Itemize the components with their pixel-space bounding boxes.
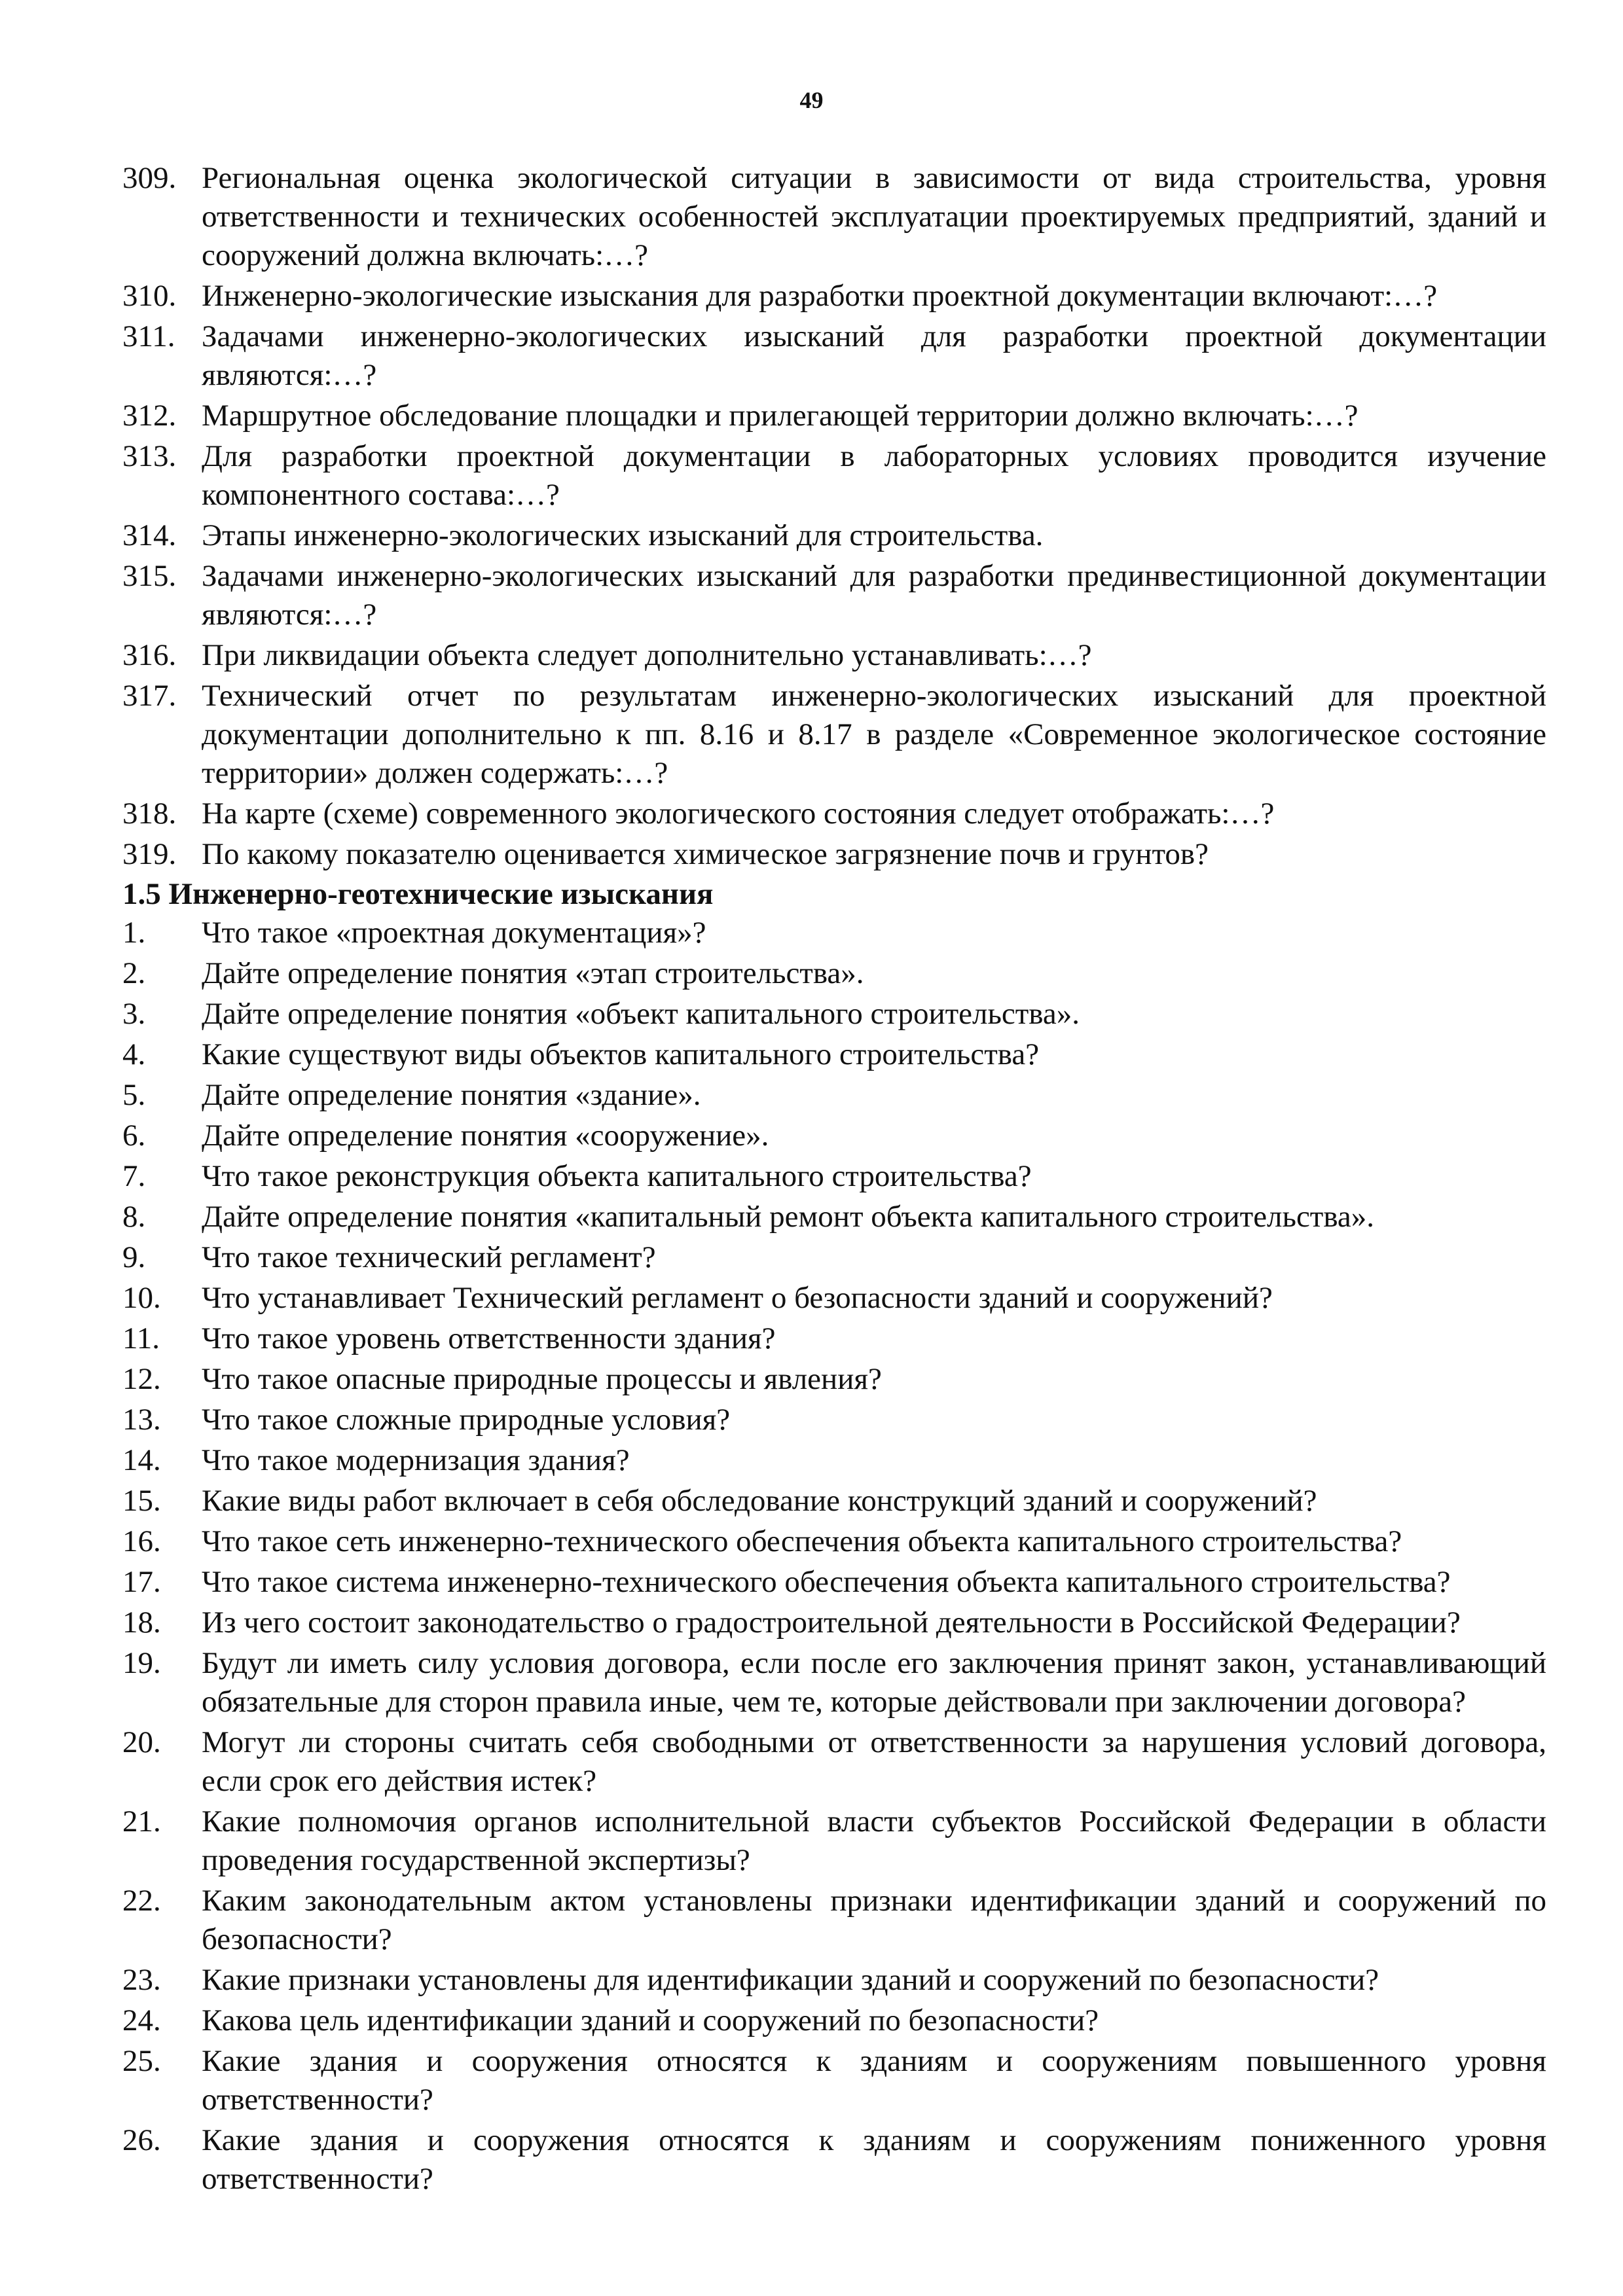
question-number: 1. — [122, 916, 146, 950]
question-item — [122, 1441, 1546, 1480]
section-heading: 1.5 Инженерно-геотехнические изыскания — [122, 877, 714, 911]
question-number: 14. — [122, 1443, 161, 1477]
question-item — [122, 1198, 1546, 1236]
question-item — [122, 277, 1546, 315]
question-text: Какова цель идентификации зданий и сооружений по безопасности? — [202, 2003, 1099, 2037]
question-item — [122, 2042, 1546, 2119]
question-list — [122, 159, 1546, 2198]
question-text: Какие существуют виды объектов капитального строительства? — [202, 1037, 1040, 1071]
question-text: Что такое опасные природные процессы и явления? — [202, 1362, 882, 1396]
question-item — [122, 1803, 1546, 1880]
question-number: 17. — [122, 1565, 161, 1599]
question-number: 4. — [122, 1037, 146, 1071]
question-text: Что такое сеть инженерно-технического обеспечения объекта капитального строительства? — [202, 1524, 1402, 1558]
question-list-top — [122, 159, 1546, 874]
question-text: Что такое сложные природные условия? — [202, 1403, 731, 1437]
question-number: 309. — [122, 161, 177, 195]
question-number: 15. — [122, 1484, 161, 1518]
question-item — [122, 835, 1546, 874]
question-number: 312. — [122, 399, 177, 433]
question-number: 315. — [122, 559, 177, 593]
question-item — [122, 397, 1546, 435]
question-item — [122, 1360, 1546, 1399]
question-number: 318. — [122, 797, 177, 831]
question-item — [122, 914, 1546, 952]
question-text: Какие здания и сооружения относятся к зданиям и сооружениям пониженного уровня ответственности? — [202, 2123, 1546, 2196]
question-text: Какие здания и сооружения относятся к зданиям и сооружениям повышенного уровня ответственности? — [202, 2044, 1546, 2117]
question-item — [122, 1076, 1546, 1115]
question-item — [122, 159, 1546, 275]
question-item — [122, 2001, 1546, 2040]
question-item — [122, 1279, 1546, 1318]
question-number: 16. — [122, 1524, 161, 1558]
question-text: Какие признаки установлены для идентификации зданий и сооружений по безопасности? — [202, 1963, 1379, 1997]
question-number: 310. — [122, 279, 177, 313]
question-text: При ликвидации объекта следует дополнительно устанавливать:…? — [202, 638, 1092, 672]
question-number: 314. — [122, 518, 177, 552]
question-number: 24. — [122, 2003, 161, 2037]
question-number: 21. — [122, 1804, 161, 1839]
question-item — [122, 1563, 1546, 1602]
question-text: Какие виды работ включает в себя обследование конструкций зданий и сооружений? — [202, 1484, 1317, 1518]
question-text: Дайте определение понятия «здание». — [202, 1078, 701, 1112]
page-number: 49 — [799, 87, 824, 113]
question-text: Что устанавливает Технический регламент о безопасности зданий и сооружений? — [202, 1281, 1273, 1315]
question-item — [122, 1723, 1546, 1801]
question-text: Инженерно-экологические изыскания для разработки проектной документации включают:…? — [202, 279, 1438, 313]
question-item — [122, 1961, 1546, 2000]
question-text: Этапы инженерно-экологических изысканий для строительства. — [202, 518, 1044, 552]
question-text: Региональная оценка экологической ситуации в зависимости от вида строительства, уровня ответственности и технических особенностей эксплуатации проектируемых предприятий, зданий и сооружений должна включать:…? — [202, 161, 1546, 272]
question-item — [122, 1117, 1546, 1155]
question-item — [122, 1401, 1546, 1439]
question-number: 23. — [122, 1963, 161, 1997]
question-item — [122, 1482, 1546, 1520]
question-text: Дайте определение понятия «объект капитального строительства». — [202, 997, 1080, 1031]
question-text: Дайте определение понятия «капитальный ремонт объекта капитального строительства». — [202, 1200, 1375, 1234]
question-item — [122, 516, 1546, 555]
question-number: 9. — [122, 1240, 146, 1274]
question-item — [122, 1522, 1546, 1561]
question-item — [122, 1882, 1546, 1959]
question-number: 26. — [122, 2123, 161, 2157]
question-item — [122, 954, 1546, 993]
question-text: Задачами инженерно-экологических изысканий для разработки прединвестиционной документации являются:…? — [202, 559, 1546, 632]
question-number: 3. — [122, 997, 146, 1031]
question-item — [122, 1157, 1546, 1196]
question-text: Технический отчет по результатам инженерно-экологических изысканий для проектной документации дополнительно к пп. 8.16 и 8.17 в разделе «Современное экологическое состояние территории» должен содержать:…? — [202, 679, 1546, 790]
question-number: 18. — [122, 1605, 161, 1640]
question-text: Каким законодательным актом установлены признаки идентификации зданий и сооружений по безопасности? — [202, 1884, 1546, 1956]
question-number: 6. — [122, 1119, 146, 1153]
question-text: Что такое реконструкция объекта капитального строительства? — [202, 1159, 1032, 1193]
question-number: 20. — [122, 1725, 161, 1759]
question-text: Что такое технический регламент? — [202, 1240, 656, 1274]
question-item — [122, 995, 1546, 1033]
question-item — [122, 557, 1546, 634]
question-text: На карте (схеме) современного экологического состояния следует отображать:…? — [202, 797, 1275, 831]
question-number: 7. — [122, 1159, 146, 1193]
question-number: 12. — [122, 1362, 161, 1396]
question-item — [122, 677, 1546, 793]
question-text: Могут ли стороны считать себя свободными от ответственности за нарушения условий договора, если срок его действия истек? — [202, 1725, 1546, 1798]
question-text: Задачами инженерно-экологических изысканий для разработки проектной документации являются:…? — [202, 319, 1546, 392]
question-item — [122, 1319, 1546, 1358]
question-text: Что такое система инженерно-технического обеспечения объекта капитального строительства? — [202, 1565, 1451, 1599]
question-text: Что такое модернизация здания? — [202, 1443, 630, 1477]
question-item — [122, 1604, 1546, 1642]
question-number: 5. — [122, 1078, 146, 1112]
question-text: Что такое уровень ответственности здания? — [202, 1321, 776, 1355]
question-item — [122, 636, 1546, 675]
question-item — [122, 1644, 1546, 1721]
question-item — [122, 317, 1546, 395]
question-number: 316. — [122, 638, 177, 672]
question-text: По какому показателю оценивается химическое загрязнение почв и грунтов? — [202, 837, 1209, 871]
question-text: Из чего состоит законодательство о градостроительной деятельности в Российской Федерации? — [202, 1605, 1461, 1640]
question-number: 317. — [122, 679, 177, 713]
question-number: 313. — [122, 439, 177, 473]
question-number: 13. — [122, 1403, 161, 1437]
question-number: 10. — [122, 1281, 161, 1315]
question-number: 25. — [122, 2044, 161, 2078]
question-text: Будут ли иметь силу условия договора, если после его заключения принят закон, устанавливающий обязательные для сторон правила иные, чем те, которые действовали при заключении договора? — [202, 1646, 1546, 1719]
question-number: 11. — [122, 1321, 160, 1355]
question-number: 319. — [122, 837, 177, 871]
question-text: Для разработки проектной документации в лабораторных условиях проводится изучение компонентного состава:…? — [202, 439, 1546, 512]
question-item — [122, 2121, 1546, 2198]
question-text: Какие полномочия органов исполнительной власти субъектов Российской Федерации в области проведения государственной экспертизы? — [202, 1804, 1546, 1877]
question-text: Что такое «проектная документация»? — [202, 916, 706, 950]
question-item — [122, 1238, 1546, 1277]
question-number: 8. — [122, 1200, 146, 1234]
question-item — [122, 437, 1546, 514]
question-number: 2. — [122, 956, 146, 990]
question-number: 22. — [122, 1884, 161, 1918]
question-item — [122, 1035, 1546, 1074]
question-item — [122, 795, 1546, 833]
question-list-section — [122, 914, 1546, 2198]
question-number: 19. — [122, 1646, 161, 1680]
question-text: Маршрутное обследование площадки и прилегающей территории должно включать:…? — [202, 399, 1359, 433]
question-text: Дайте определение понятия «этап строительства». — [202, 956, 864, 990]
question-number: 311. — [122, 319, 175, 353]
question-text: Дайте определение понятия «сооружение». — [202, 1119, 769, 1153]
